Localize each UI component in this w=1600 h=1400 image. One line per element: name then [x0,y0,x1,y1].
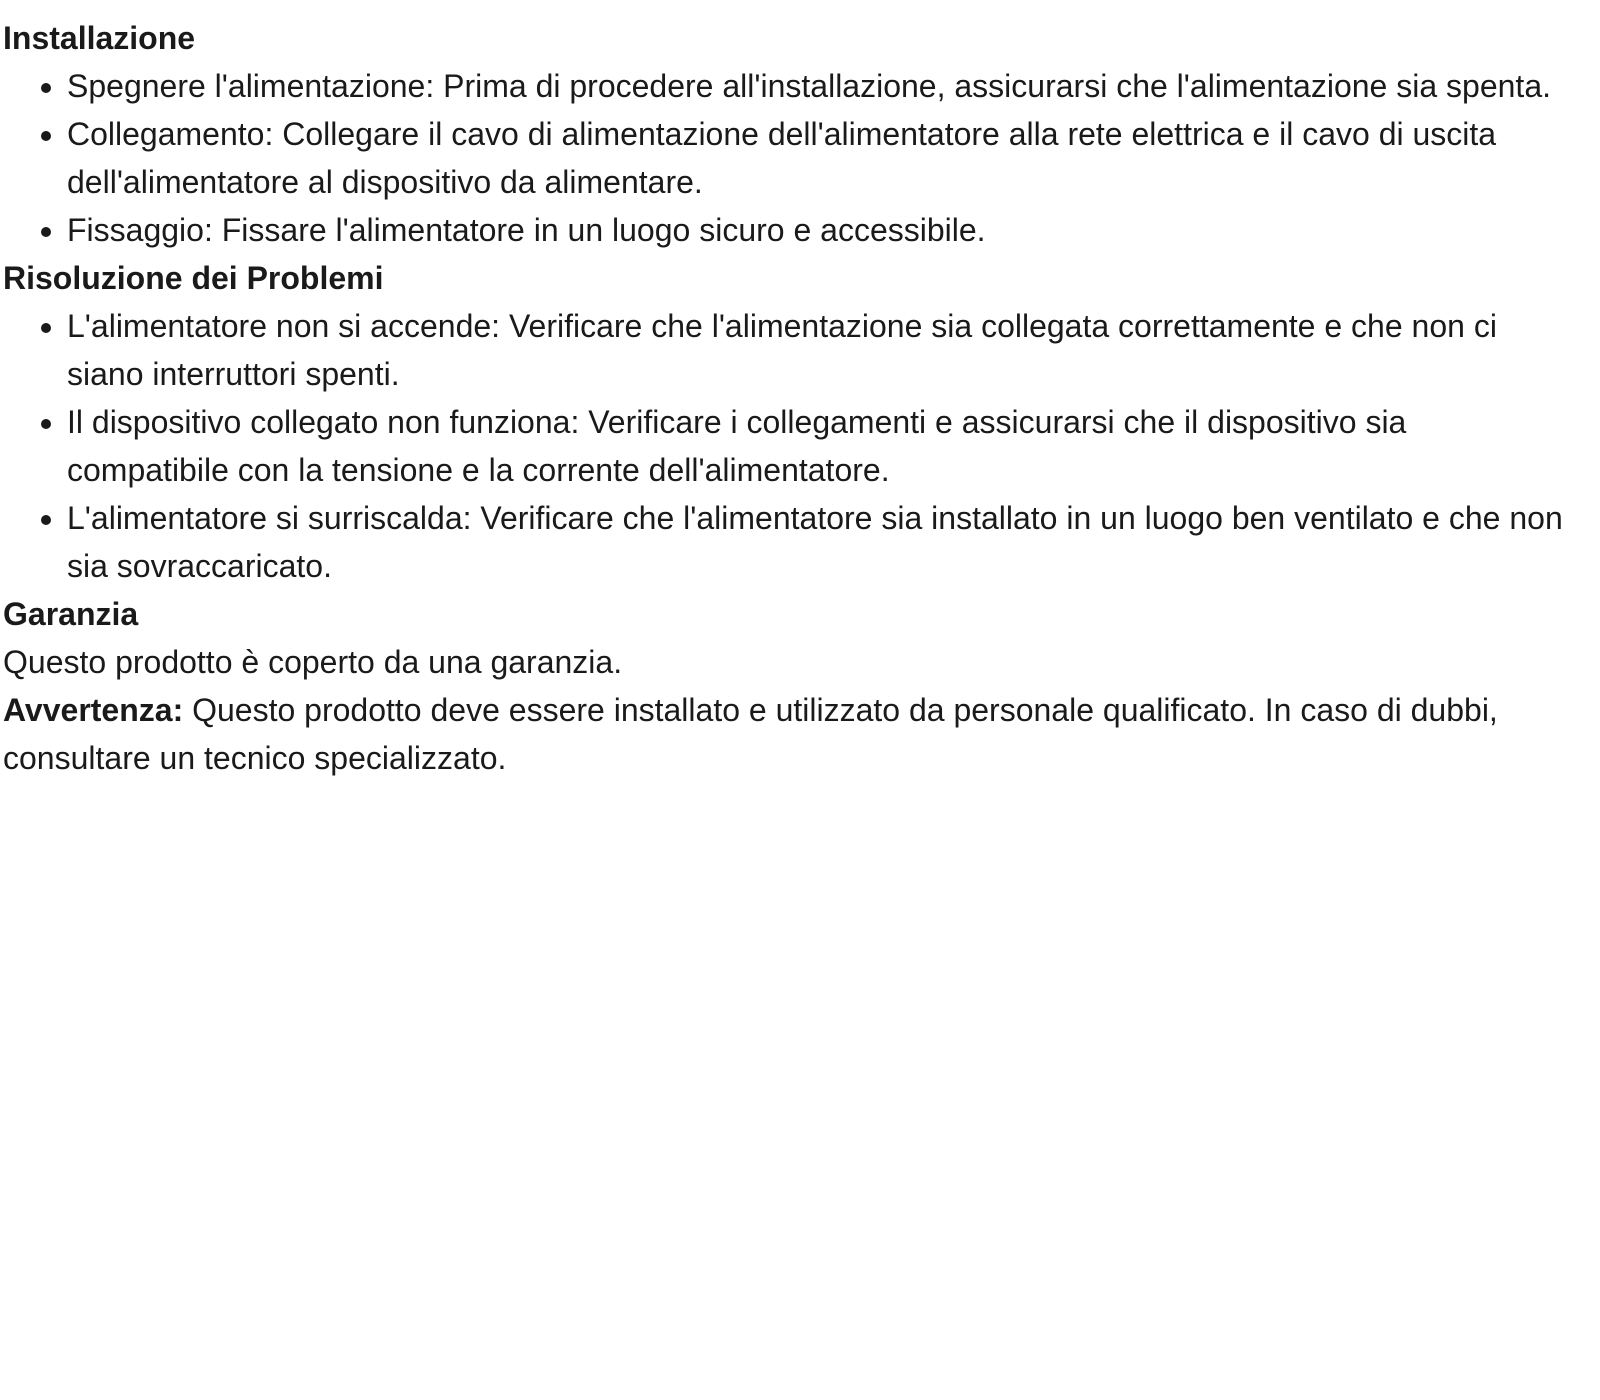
section-heading-installazione: Installazione [3,20,196,56]
avvertenza-label: Avvertenza: [3,692,184,728]
section-heading-risoluzione-dei-problemi: Risoluzione dei Problemi [3,260,384,296]
section-heading-garanzia: Garanzia [3,596,139,632]
list-item: • L'alimentatore non si accende: Verificare che l'alimentazione sia collegata correttamente e che non ci siano interruttori spenti. [67,302,1564,398]
avvertenza-paragraph [3,686,1564,782]
avvertenza-body-text: Questo prodotto deve essere installato e utilizzato da personale qualificato. In caso di dubbi, consultare un tecnico specializzato. [3,692,1498,776]
list-item: • Il dispositivo collegato non funziona: Verificare i collegamenti e assicurarsi che il dispositivo sia compatibile con la tensione e la corrente dell'alimentatore. [67,398,1564,494]
list-item: • L'alimentatore si surriscalda: Verificare che l'alimentatore sia installato in un luogo ben ventilato e che non sia sovraccaricato. [67,494,1564,590]
installazione-bullet-list [3,62,1564,254]
garanzia-body-text: Questo prodotto è coperto da una garanzia. [3,644,623,680]
list-item: • Fissaggio: Fissare l'alimentatore in un luogo sicuro e accessibile. [67,206,1564,254]
list-item: • Spegnere l'alimentazione: Prima di procedere all'installazione, assicurarsi che l'alimentazione sia spenta. [67,62,1564,110]
risoluzione-bullet-list [3,302,1564,590]
list-item: • Collegamento: Collegare il cavo di alimentazione dell'alimentatore alla rete elettrica e il cavo di uscita dell'alimentatore al dispositivo da alimentare. [67,110,1564,206]
